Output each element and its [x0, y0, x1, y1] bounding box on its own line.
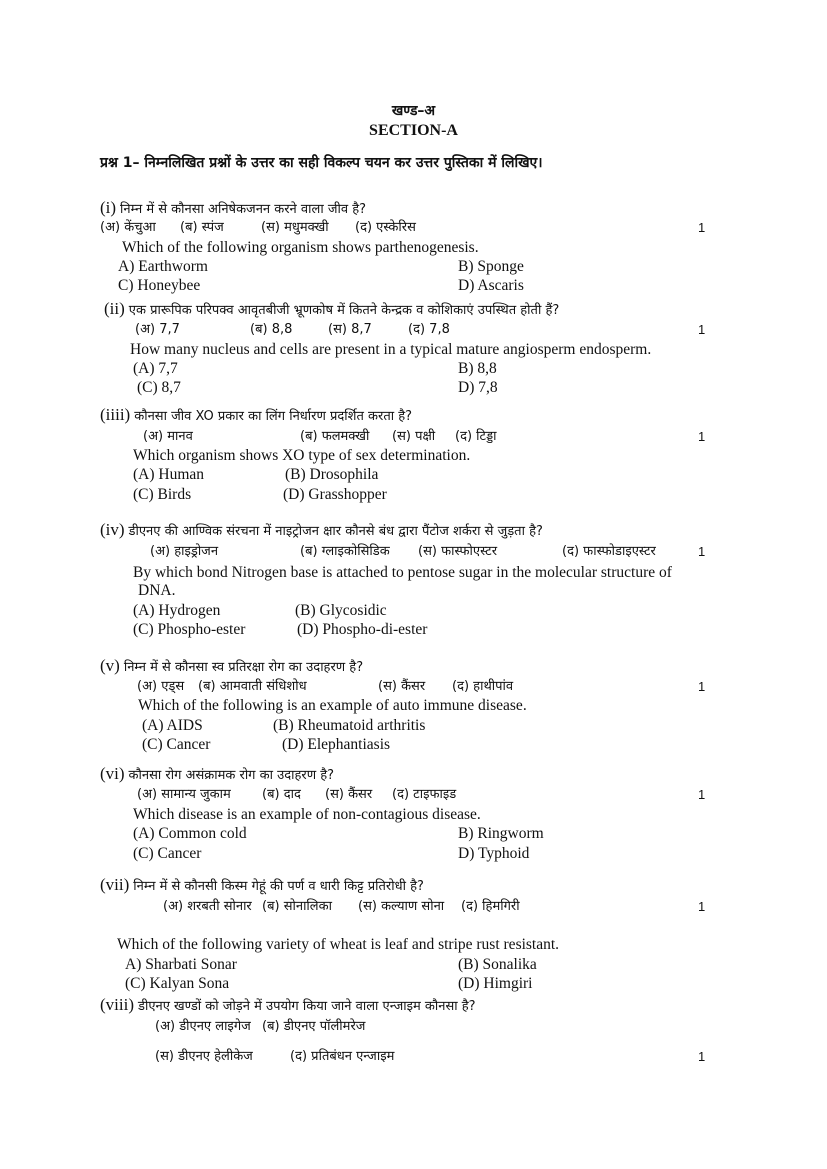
- hindi-option-d: (द) टिड्डा: [455, 429, 497, 444]
- hindi-option-c: (स) फास्फोएस्टर: [418, 544, 498, 559]
- option-b: B) 8,8: [458, 360, 497, 377]
- hindi-option-c: (स) कल्याण सोना: [358, 899, 445, 914]
- hindi-option-c: (स) कैंसर: [378, 679, 426, 694]
- marks: 1: [698, 1049, 706, 1064]
- option-a: (A) Hydrogen: [133, 602, 221, 619]
- question-hindi: निम्न में से कौनसी किस्म गेहूं की पर्ण व धारी किट्ट प्रतिरोधी है?: [133, 879, 424, 894]
- option-a: (A) 7,7: [133, 360, 178, 377]
- option-c: (C) Cancer: [133, 845, 202, 862]
- hindi-option-b: (ब) सोनालिका: [262, 899, 332, 914]
- question-english-cont: DNA.: [138, 582, 176, 599]
- question-hindi: डीएनए खण्डों को जोड़ने में उपयोग किया जाने वाला एन्जाइम कौनसा है?: [138, 999, 476, 1014]
- hindi-option-a: (अ) डीएनए लाइगेज: [155, 1019, 251, 1034]
- option-a: (A) Human: [133, 466, 205, 483]
- marks: 1: [698, 322, 706, 337]
- option-d: (D) Grasshopper: [283, 486, 387, 503]
- option-b: (B) Sonalika: [458, 956, 537, 973]
- option-b: B) Ringworm: [458, 825, 544, 842]
- question-english: Which of the following is an example of auto immune disease.: [138, 697, 527, 714]
- hindi-option-b: (ब) ग्लाइकोसिडिक: [300, 544, 390, 559]
- question-number: (viii): [100, 995, 134, 1014]
- option-b: (B) Rheumatoid arthritis: [273, 717, 426, 734]
- marks: 1: [698, 429, 706, 444]
- question-number: (i): [100, 198, 117, 217]
- question-english: Which of the following variety of wheat is leaf and stripe rust resistant.: [117, 936, 560, 953]
- option-c: (C) Kalyan Sona: [125, 975, 230, 992]
- marks: 1: [698, 899, 706, 914]
- section-title: SECTION-A: [369, 122, 458, 139]
- hindi-option-c: (स) 8,7: [328, 322, 372, 337]
- option-d: (D) Himgiri: [458, 975, 533, 992]
- question-hindi: कौनसा रोग असंक्रामक रोग का उदाहरण है?: [128, 768, 335, 783]
- hindi-option-c: (स) कैंसर: [325, 787, 373, 802]
- question-hindi: निम्न में से कौनसा स्व प्रतिरक्षा रोग का उदाहरण है?: [123, 660, 364, 675]
- question-number: (vii): [100, 875, 130, 894]
- option-c: (C) Birds: [133, 486, 192, 503]
- option-c: (C) Cancer: [142, 736, 211, 753]
- question-english: How many nucleus and cells are present in a typical mature angiosperm endosperm.: [130, 341, 652, 358]
- option-a: (A) AIDS: [142, 717, 203, 734]
- question-english: Which disease is an example of non-contagious disease.: [133, 806, 481, 823]
- hindi-option-a: (अ) 7,7: [135, 322, 180, 337]
- marks: 1: [698, 679, 706, 694]
- option-d: (D) Elephantiasis: [282, 736, 391, 753]
- option-b: (B) Drosophila: [285, 466, 379, 483]
- hindi-option-c: (स) डीएनए हेलीकेज: [155, 1049, 253, 1064]
- option-b: B) Sponge: [458, 258, 524, 275]
- hindi-option-b: (ब) आमवाती संधिशोध: [198, 679, 307, 694]
- question-english: Which organism shows XO type of sex determination.: [133, 447, 471, 464]
- hindi-option-c: (स) पक्षी: [392, 429, 436, 444]
- question-hindi: डीएनए की आण्विक संरचना में नाइट्रोजन क्षार कौनसे बंध द्वारा पैंटोज शर्करा से जुड़ता है?: [128, 524, 543, 539]
- option-c: (C) Phospho-ester: [133, 621, 246, 638]
- marks: 1: [698, 544, 706, 559]
- hindi-option-b: (ब) 8,8: [250, 322, 293, 337]
- hindi-option-d: (द) फास्फोडाइएस्टर: [562, 544, 656, 559]
- option-a: (A) Common cold: [133, 825, 247, 842]
- option-d: (D) Phospho-di-ester: [297, 621, 428, 638]
- question-number: (vi): [100, 764, 125, 783]
- option-d: D) Typhoid: [458, 845, 530, 862]
- question-number: (ii): [104, 299, 125, 318]
- question-english: By which bond Nitrogen base is attached to pentose sugar in the molecular structure of: [133, 564, 672, 581]
- marks: 1: [698, 787, 706, 802]
- hindi-option-b: (ब) डीएनए पॉलीमरेज: [262, 1019, 366, 1034]
- hindi-option-a: (अ) केंचुआ: [100, 220, 156, 235]
- hindi-option-a: (अ) मानव: [143, 429, 193, 444]
- option-d: D) Ascaris: [458, 277, 524, 294]
- hindi-option-d: (द) 7,8: [408, 322, 450, 337]
- hindi-option-d: (द) हाथीपांव: [452, 679, 514, 694]
- hindi-option-b: (ब) दाद: [262, 787, 301, 802]
- hindi-option-c: (स) मधुमक्खी: [261, 220, 329, 235]
- hindi-option-a: (अ) हाइड्रोजन: [150, 544, 219, 559]
- question-hindi: निम्न में से कौनसा अनिषेकजनन करने वाला जीव है?: [120, 202, 366, 217]
- hindi-option-b: (ब) स्पंज: [180, 220, 224, 235]
- question-hindi: एक प्रारूपिक परिपक्व आवृतबीजी भ्रूणकोष में कितने केन्द्रक व कोशिकाएं उपस्थित होती हैं?: [128, 303, 560, 318]
- option-c: C) Honeybee: [118, 277, 201, 294]
- option-c: (C) 8,7: [137, 379, 181, 396]
- instruction: प्रश्न 1– निम्नलिखित प्रश्नों के उत्तर का सही विकल्प चयन कर उत्तर पुस्तिका में लिखिए।: [100, 155, 543, 171]
- marks: 1: [698, 220, 706, 235]
- hindi-option-d: (द) प्रतिबंधन एन्जाइम: [290, 1049, 395, 1064]
- question-english: Which of the following organism shows parthenogenesis.: [122, 239, 479, 256]
- hindi-option-a: (अ) शरबती सोनार: [163, 899, 252, 914]
- hindi-option-b: (ब) फलमक्खी: [300, 429, 370, 444]
- question-number: (iv): [100, 520, 125, 539]
- hindi-option-d: (द) एस्केरिस: [355, 220, 416, 235]
- question-number: (iiii): [100, 405, 131, 424]
- hindi-option-d: (द) टाइफाइड: [392, 787, 457, 802]
- option-a: A) Earthworm: [118, 258, 208, 275]
- hindi-option-a: (अ) सामान्य जुकाम: [137, 787, 231, 802]
- question-number: (v): [100, 656, 120, 675]
- question-hindi: कौनसा जीव XO प्रकार का लिंग निर्धारण प्रदर्शित करता है?: [134, 409, 413, 424]
- option-a: A) Sharbati Sonar: [125, 956, 237, 973]
- hindi-option-a: (अ) एड्स: [137, 679, 185, 694]
- hindi-option-d: (द) हिमगिरी: [461, 899, 520, 914]
- option-d: D) 7,8: [458, 379, 498, 396]
- option-b: (B) Glycosidic: [295, 602, 387, 619]
- section-title-hindi: खण्ड–अ: [391, 103, 436, 119]
